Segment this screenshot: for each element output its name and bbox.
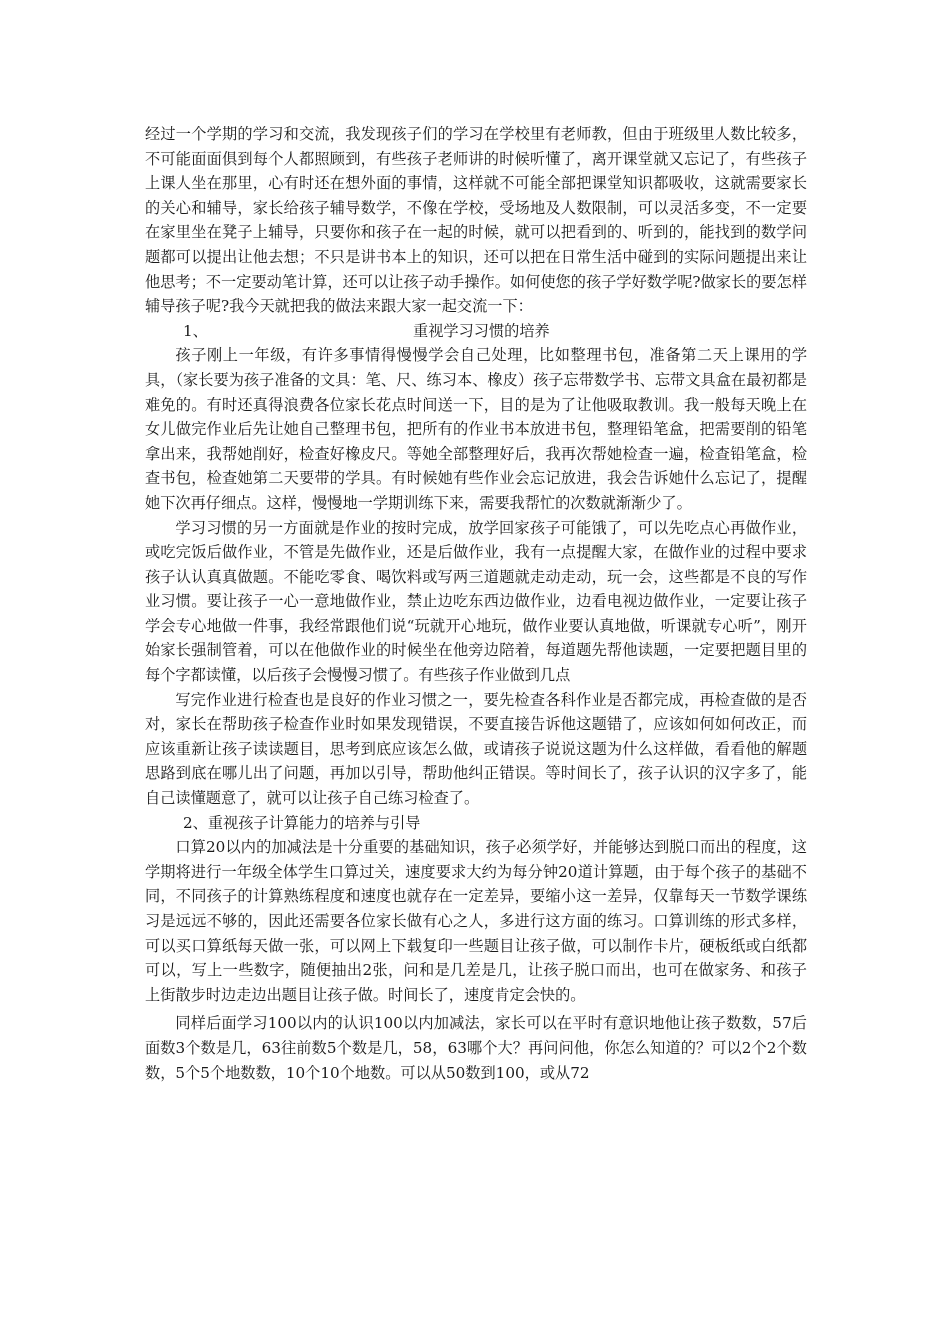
section1-heading xyxy=(145,319,807,344)
intro-paragraph: 经过一个学期的学习和交流，我发现孩子们的学习在学校里有老师教，但由于班级里人数比较多，不可能面面俱到每个人都照顾到，有些孩子老师讲的时候听懂了，离开课堂就又忘记了，有些孩子上课人坐在那里，心有时还在想外面的事情，这样就不可能全部把课堂知识都吸收，这就需要家长的关心和辅导，家长给孩子辅导数学，不像在学校，受场地及人数限制，可以灵活多变，不一定要在家里坐在凳子上辅导，只要你和孩子在一起的时候，就可以把看到的、听到的，能找到的数学问题都可以提出让他去想；不只是讲书本上的知识，还可以把在日常生活中碰到的实际问题提出来让他思考；不一定要动笔计算，还可以让孩子动手操作。如何使您的孩子学好数学呢?做家长的要怎样辅导孩子呢?我今天就把我的做法来跟大家一起交流一下： xyxy=(145,125,807,316)
paragraph-4: 口算20以内的加减法是十分重要的基础知识，孩子必须学好，并能够达到脱口而出的程度，这学期将进行一年级全体学生口算过关，速度要求大约为每分钟20道计算题，由于每个孩子的基础不同，不同孩子的计算熟练程度和速度也就存在一定差异，要缩小这一差异，仅靠每天一节数学课练习是远远不够的，因此还需要各位家长做有心之人，多进行这方面的练习。口算训练的形式多样，可以买口算纸每天做一张，可以网上下载复印一些题目让孩子做，可以制作卡片，硬板纸或白纸都可以，写上一些数字，随便抽出2张，问和是几差是几，让孩子脱口而出，也可在做家务、和孩子上街散步时边走边出题目让孩子做。时间长了，速度肯定会快的。 xyxy=(145,838,807,1004)
paragraph-5: 同样后面学习100以内的认识100以内加减法，家长可以在平时有意识地他让孩子数数，57后面数3个数是几，63往前数5个数是几，58，63哪个大？再问问他，你怎么知道的？可以2个2个数数，5个5个地数数，10个10个地数。可以从50数到100，或从72 xyxy=(145,1014,807,1082)
section2-heading: 2、重视孩子计算能力的培养与引导 xyxy=(183,813,421,832)
paragraph-2: 学习习惯的另一方面就是作业的按时完成，放学回家孩子可能饿了，可以先吃点心再做作业，或吃完饭后做作业，不管是先做作业，还是后做作业，我有一点提醒大家，在做作业的过程中要求孩子认认真真做题。不能吃零食、喝饮料或写两三道题就走动走动，玩一会，这些都是不良的写作业习惯。要让孩子一心一意地做作业，禁止边吃东西边做作业，边看电视边做作业，一定要让孩子学会专心地做一件事，我经常跟他们说“玩就开心地玩，做作业要认真地做，听课就专心听”，刚开始家长强制管着，可以在他做作业的时候坐在他旁边陪着，每道题先帮他读题，一定要把题目里的每个字都读懂，以后孩子会慢慢习惯了。有些孩子作业做到几点 xyxy=(145,518,807,685)
document-page xyxy=(145,122,807,1085)
paragraph-3: 写完作业进行检查也是良好的作业习惯之一，要先检查各科作业是否都完成，再检查做的是否对，家长在帮助孩子检查作业时如果发现错误，不要直接告诉他这题错了，应该如何如何改正，而应该重新让孩子读读题目，思考到底应该怎么做，或请孩子说说这题为什么这样做，看看他的解题思路到底在哪儿出了问题，再加以引导，帮助他纠正错误。等时间长了，孩子认识的汉字多了，能自己读懂题意了，就可以让孩子自己练习检查了。 xyxy=(145,690,807,808)
section1-title: 重视学习习惯的培养 xyxy=(413,321,550,340)
section1-number: 1、 xyxy=(183,321,208,340)
paragraph-1: 孩子刚上一年级，有许多事情得慢慢学会自己处理，比如整理书包，准备第二天上课用的学具，（家长要为孩子准备的文具：笔、尺、练习本、橡皮）孩子忘带数学书、忘带文具盒在最初都是难免的。有时还真得浪费各位家长花点时间送一下，目的是为了让他吸取教训。我一般每天晚上在女儿做完作业后先让她自己整理书包，把所有的作业书本放进书包，整理铅笔盒，把需要削的铅笔拿出来，我帮她削好，检查好橡皮尺。等她全部整理好后，我再次帮她检查一遍，检查铅笔盒，检查书包，检查她第二天要带的学具。有时候她有些作业会忘记放进，我会告诉她什么忘记了，提醒她下次再仔细点。这样，慢慢地一学期训练下来，需要我帮忙的次数就渐渐少了。 xyxy=(145,346,807,512)
